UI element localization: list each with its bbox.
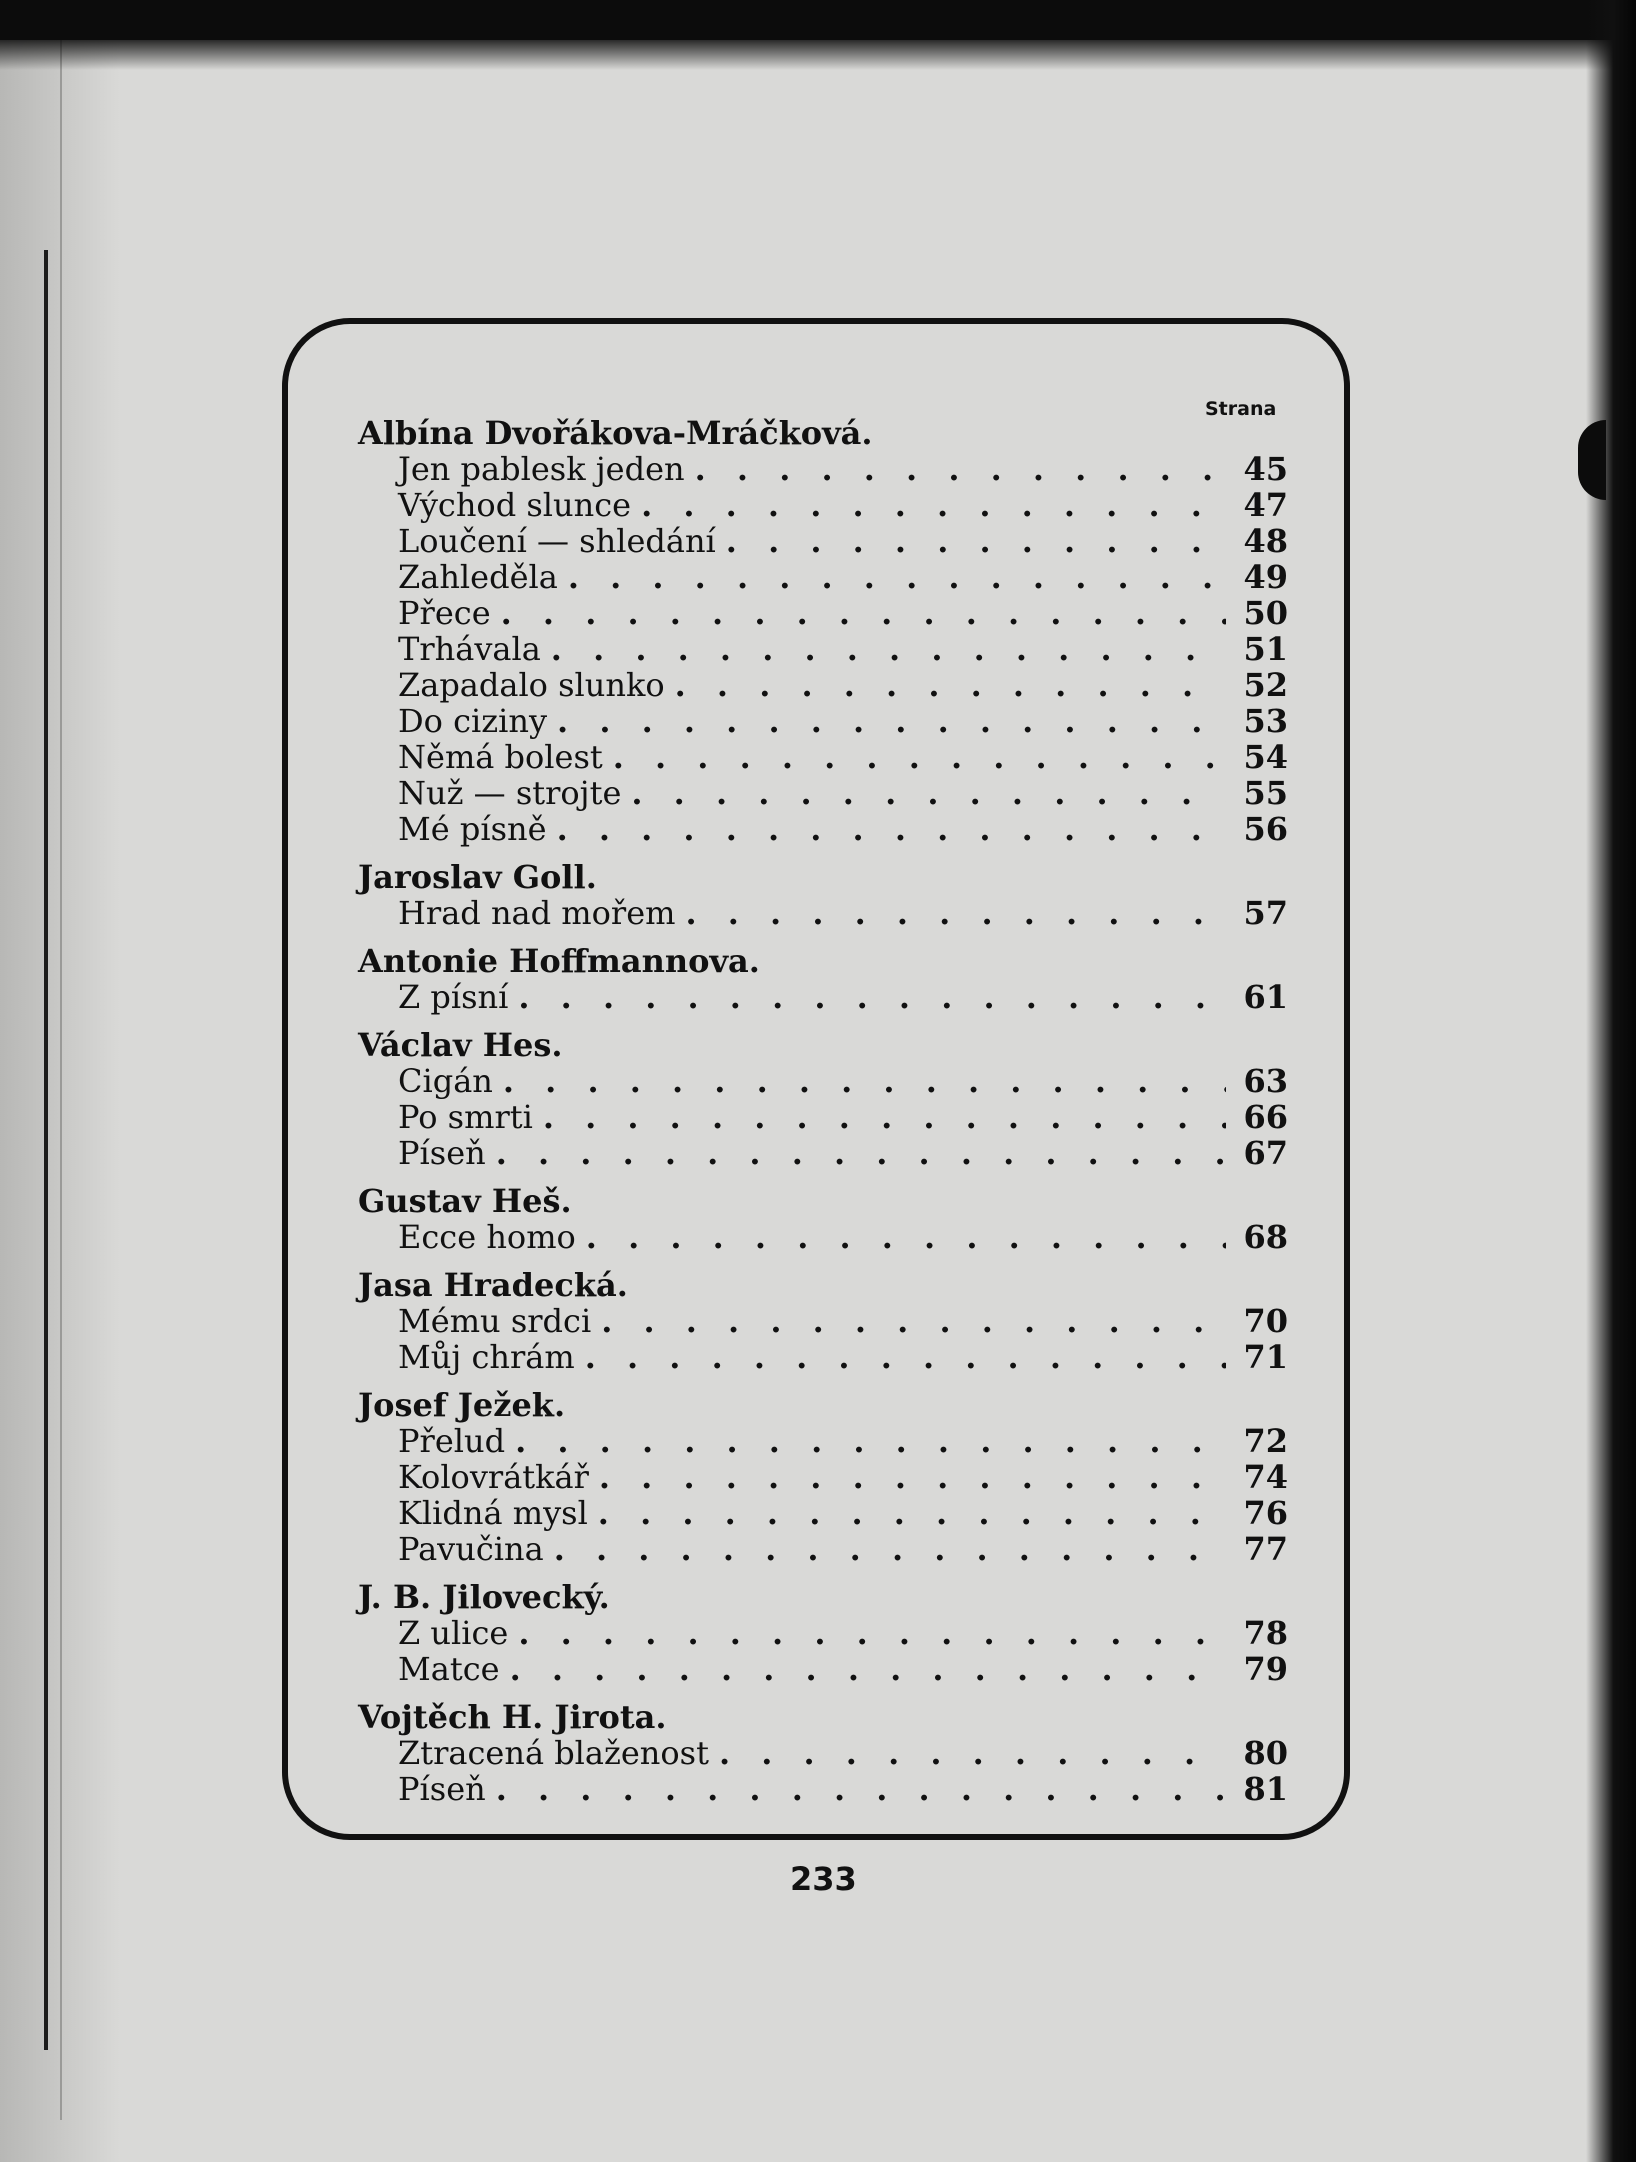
entry-page-number: 78 bbox=[1243, 1614, 1288, 1652]
toc-entry bbox=[358, 1531, 1288, 1567]
entry-page-number: 56 bbox=[1243, 810, 1288, 848]
toc-entry bbox=[358, 1771, 1288, 1807]
entry-title: Jen pablesk jeden bbox=[398, 450, 685, 488]
dot-leader bbox=[515, 1423, 1226, 1459]
dot-leader bbox=[613, 739, 1226, 775]
toc-entry bbox=[358, 1423, 1288, 1459]
entry-page-number: 71 bbox=[1243, 1338, 1288, 1376]
dot-leader bbox=[598, 1495, 1226, 1531]
dot-leader bbox=[557, 703, 1226, 739]
dot-leader bbox=[568, 559, 1226, 595]
author-heading: Albína Dvořákova-Mráčková. bbox=[358, 414, 873, 452]
entry-page-number: 45 bbox=[1243, 450, 1288, 488]
entry-title: Zahleděla bbox=[398, 558, 558, 596]
entry-title: Z ulice bbox=[398, 1614, 509, 1652]
entry-title: Kolovrátkář bbox=[398, 1458, 589, 1496]
entry-page-number: 76 bbox=[1243, 1494, 1288, 1532]
entry-title: Ztracená blaženost bbox=[398, 1734, 709, 1772]
entry-page-number: 81 bbox=[1243, 1770, 1288, 1808]
entry-page-number: 63 bbox=[1243, 1062, 1288, 1100]
entry-page-number: 61 bbox=[1243, 978, 1288, 1016]
author-heading: Jasa Hradecká. bbox=[358, 1266, 628, 1304]
page-edge bbox=[60, 20, 62, 2120]
dot-leader bbox=[496, 1135, 1226, 1171]
entry-title: Východ slunce bbox=[398, 486, 632, 524]
dot-leader bbox=[585, 1339, 1226, 1375]
entry-page-number: 55 bbox=[1243, 774, 1288, 812]
toc-entry bbox=[358, 739, 1288, 775]
entry-page-number: 70 bbox=[1243, 1302, 1288, 1340]
entry-page-number: 51 bbox=[1243, 630, 1288, 668]
toc-entry bbox=[358, 1135, 1288, 1171]
scan-border-top bbox=[0, 0, 1636, 40]
binding-line bbox=[44, 250, 48, 2050]
page-number: 233 bbox=[790, 1860, 857, 1898]
toc-entry bbox=[358, 1615, 1288, 1651]
entry-title: Mému srdci bbox=[398, 1302, 592, 1340]
entry-title: Píseň bbox=[398, 1134, 486, 1172]
dot-leader bbox=[543, 1099, 1226, 1135]
toc-entry bbox=[358, 631, 1288, 667]
entry-page-number: 80 bbox=[1243, 1734, 1288, 1772]
entry-title: Hrad nad mořem bbox=[398, 894, 676, 932]
dot-leader bbox=[695, 451, 1226, 487]
entry-page-number: 68 bbox=[1243, 1218, 1288, 1256]
dot-leader bbox=[685, 895, 1226, 931]
dot-leader bbox=[675, 667, 1226, 703]
entry-page-number: 53 bbox=[1243, 702, 1288, 740]
toc-entry bbox=[358, 487, 1288, 523]
entry-title: Mé písně bbox=[398, 810, 547, 848]
dot-leader bbox=[503, 1063, 1226, 1099]
toc-entry bbox=[358, 523, 1288, 559]
entry-title: Přelud bbox=[398, 1422, 506, 1460]
dot-leader bbox=[518, 979, 1226, 1015]
entry-title: Přece bbox=[398, 594, 491, 632]
toc-entry bbox=[358, 1063, 1288, 1099]
author-heading: Jaroslav Goll. bbox=[358, 858, 597, 896]
table-of-contents bbox=[358, 415, 1288, 1807]
toc-entry bbox=[358, 451, 1288, 487]
scan-border-notch bbox=[1578, 420, 1606, 500]
entry-title: Pavučina bbox=[398, 1530, 544, 1568]
entry-page-number: 74 bbox=[1243, 1458, 1288, 1496]
entry-page-number: 79 bbox=[1243, 1650, 1288, 1688]
entry-title: Nuž — strojte bbox=[398, 774, 622, 812]
dot-leader bbox=[641, 487, 1226, 523]
entry-page-number: 77 bbox=[1243, 1530, 1288, 1568]
toc-entry bbox=[358, 703, 1288, 739]
author-heading: Josef Ježek. bbox=[358, 1386, 566, 1424]
page-column-label: Strana bbox=[1205, 398, 1277, 420]
toc-entry bbox=[358, 1339, 1288, 1375]
author-heading: Václav Hes. bbox=[358, 1026, 563, 1064]
toc-entry bbox=[358, 1735, 1288, 1771]
entry-title: Zapadalo slunko bbox=[398, 666, 665, 704]
dot-leader bbox=[510, 1651, 1226, 1687]
toc-entry bbox=[358, 1099, 1288, 1135]
entry-title: Trhávala bbox=[398, 630, 541, 668]
entry-page-number: 54 bbox=[1243, 738, 1288, 776]
dot-leader bbox=[554, 1531, 1226, 1567]
entry-page-number: 50 bbox=[1243, 594, 1288, 632]
entry-page-number: 49 bbox=[1243, 558, 1288, 596]
entry-page-number: 48 bbox=[1243, 522, 1288, 560]
toc-entry bbox=[358, 775, 1288, 811]
entry-title: Ecce homo bbox=[398, 1218, 576, 1256]
dot-leader bbox=[631, 775, 1226, 811]
dot-leader bbox=[496, 1771, 1226, 1807]
dot-leader bbox=[601, 1303, 1226, 1339]
entry-title: Matce bbox=[398, 1650, 500, 1688]
author-heading: J. B. Jilovecký. bbox=[358, 1578, 610, 1616]
toc-entry bbox=[358, 895, 1288, 931]
author-heading: Vojtěch H. Jirota. bbox=[358, 1698, 667, 1736]
entry-title: Můj chrám bbox=[398, 1338, 575, 1376]
toc-entry bbox=[358, 595, 1288, 631]
toc-entry bbox=[358, 1459, 1288, 1495]
entry-title: Po smrti bbox=[398, 1098, 533, 1136]
dot-leader bbox=[586, 1219, 1226, 1255]
entry-page-number: 72 bbox=[1243, 1422, 1288, 1460]
toc-entry bbox=[358, 979, 1288, 1015]
entry-title: Z písní bbox=[398, 978, 509, 1016]
toc-entry bbox=[358, 811, 1288, 847]
toc-entry bbox=[358, 1651, 1288, 1687]
author-heading: Gustav Heš. bbox=[358, 1182, 572, 1220]
entry-page-number: 57 bbox=[1243, 894, 1288, 932]
entry-title: Klidná mysl bbox=[398, 1494, 588, 1532]
toc-entry bbox=[358, 667, 1288, 703]
dot-leader bbox=[726, 523, 1226, 559]
dot-leader bbox=[551, 631, 1226, 667]
toc-entry bbox=[358, 1219, 1288, 1255]
toc-entry bbox=[358, 1495, 1288, 1531]
entry-page-number: 52 bbox=[1243, 666, 1288, 704]
dot-leader bbox=[501, 595, 1226, 631]
entry-title: Němá bolest bbox=[398, 738, 603, 776]
entry-title: Cigán bbox=[398, 1062, 493, 1100]
dot-leader bbox=[599, 1459, 1226, 1495]
toc-entry bbox=[358, 559, 1288, 595]
entry-title: Píseň bbox=[398, 1770, 486, 1808]
entry-page-number: 47 bbox=[1243, 486, 1288, 524]
dot-leader bbox=[518, 1615, 1226, 1651]
dot-leader bbox=[557, 811, 1226, 847]
entry-title: Loučení — shledání bbox=[398, 522, 716, 560]
entry-title: Do ciziny bbox=[398, 702, 548, 740]
toc-entry bbox=[358, 1303, 1288, 1339]
entry-page-number: 67 bbox=[1243, 1134, 1288, 1172]
scan-border-right bbox=[1586, 0, 1636, 2162]
dot-leader bbox=[719, 1735, 1226, 1771]
entry-page-number: 66 bbox=[1243, 1098, 1288, 1136]
author-heading: Antonie Hoffmannova. bbox=[358, 942, 760, 980]
